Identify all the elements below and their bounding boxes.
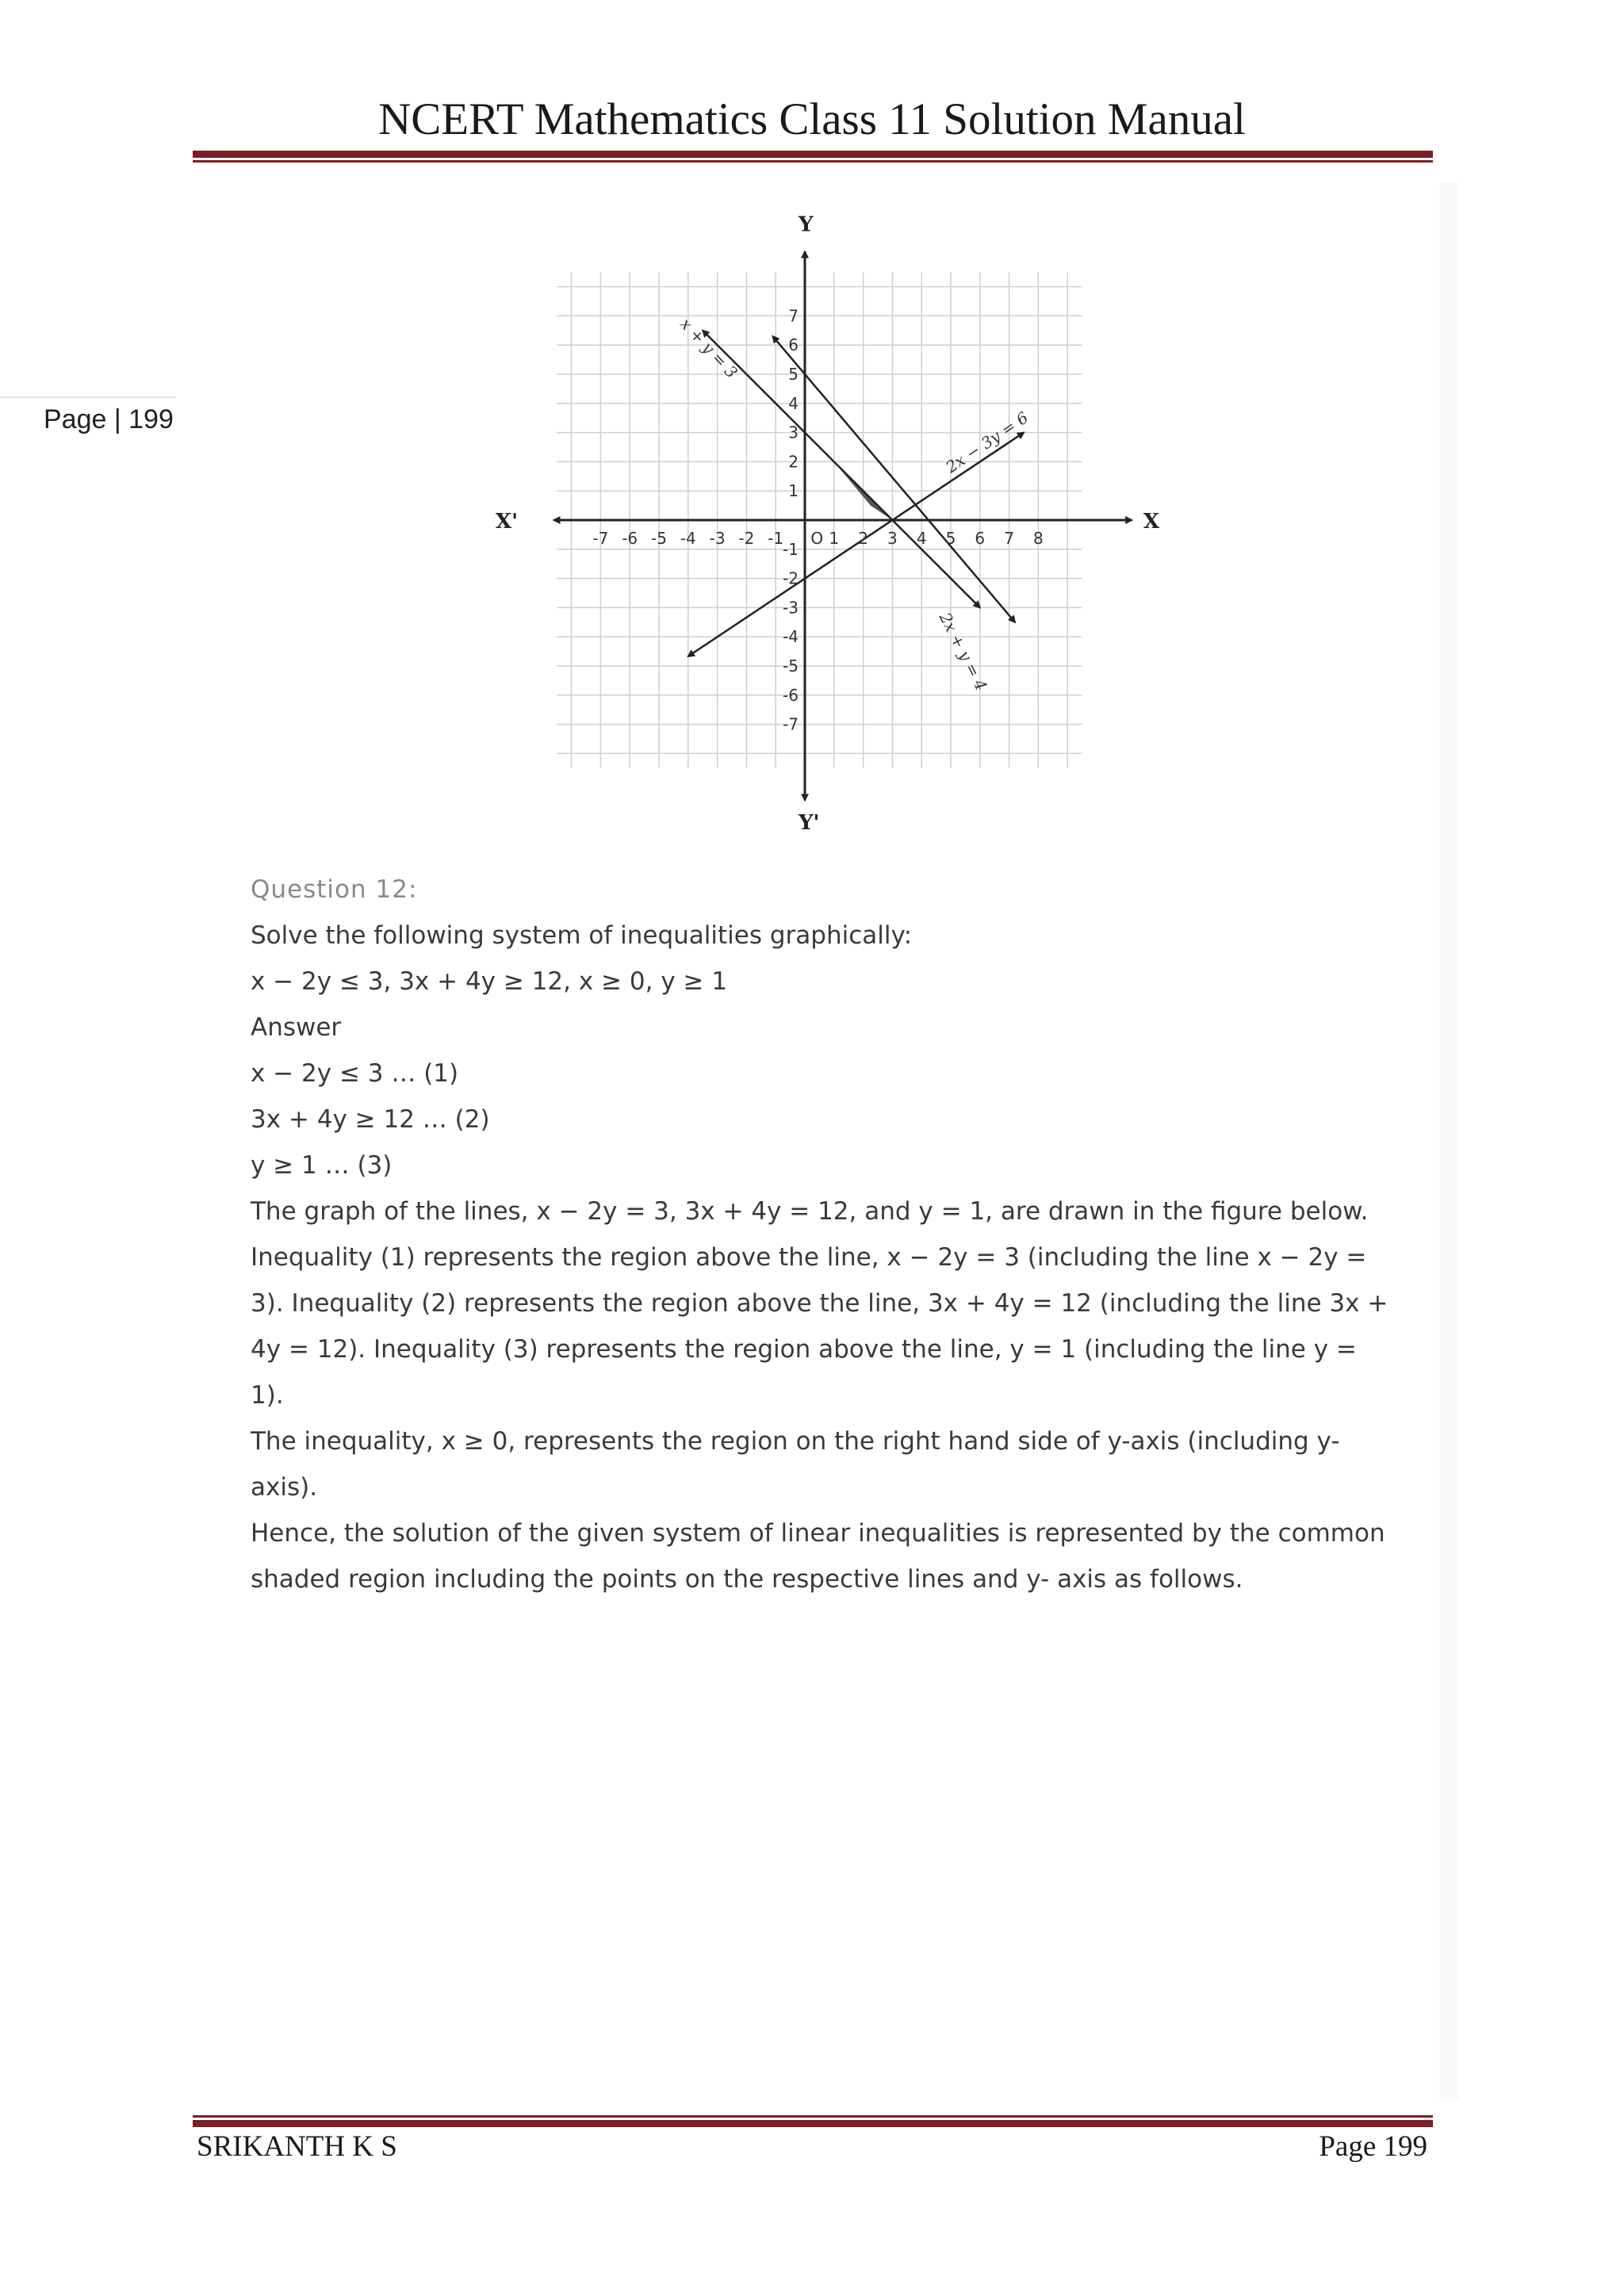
x-tick-label: -7 bbox=[592, 529, 609, 548]
line-x-plus-y-3 bbox=[703, 331, 980, 608]
footer-page-number: Page 199 bbox=[1319, 2130, 1427, 2163]
x-tick-label: -5 bbox=[651, 529, 667, 548]
question-prompt: Solve the following system of inequalities graphically: bbox=[251, 921, 913, 950]
footer-rule-thin bbox=[193, 2115, 1433, 2118]
x-tick-label: -2 bbox=[738, 529, 755, 548]
x-tick-label: 5 bbox=[945, 529, 956, 548]
x-tick-label: -3 bbox=[709, 529, 726, 548]
y-tick-label: -1 bbox=[783, 539, 799, 559]
header-rule-thick bbox=[193, 151, 1433, 158]
y-tick-label: 5 bbox=[788, 365, 799, 384]
x-tick-label: 3 bbox=[887, 529, 898, 548]
inequality-graph bbox=[495, 212, 1160, 836]
y-tick-label: -2 bbox=[783, 568, 799, 588]
y-tick-label: -7 bbox=[783, 714, 799, 734]
header-rule-thin bbox=[193, 160, 1433, 163]
page-tab: Page | 199 bbox=[44, 404, 174, 434]
page-tab-divider bbox=[0, 396, 176, 398]
paragraph-3: The inequality, x ≥ 0, represents the region on the right hand side of y-axis (including y-axis). bbox=[251, 1427, 1340, 1502]
footer-rule-thick bbox=[193, 2120, 1433, 2127]
graph-axes bbox=[554, 251, 1132, 800]
line-label-x-plus-y: x + y = 3 bbox=[676, 314, 741, 382]
y-tick-label: -4 bbox=[783, 627, 799, 647]
line-label-2x-plus-y: 2x + y = 4 bbox=[935, 609, 991, 695]
question-title: Question 12: bbox=[251, 875, 418, 904]
x-axis-label: X bbox=[1143, 510, 1160, 534]
x-tick-label: 1 bbox=[829, 529, 840, 548]
x-tick-label: 6 bbox=[975, 529, 986, 548]
y-tick-label: -6 bbox=[783, 685, 799, 705]
equation-3: y ≥ 1 … (3) bbox=[251, 1151, 393, 1180]
y-tick-label: 1 bbox=[788, 481, 799, 501]
x-tick-label: -1 bbox=[768, 529, 784, 548]
paragraph-2: Inequality (1) represents the region above the line, x − 2y = 3 (including the line x − 2y = 3). Inequality (2) represents the region above the line, 3x + 4y = 12 (including the line 3x + 4y = 12). Inequality (3) represents the region above the line, y = 1 (including the line y = 1). bbox=[251, 1243, 1388, 1410]
equation-1: x − 2y ≤ 3 … (1) bbox=[251, 1059, 459, 1088]
y-tick-label: 2 bbox=[788, 452, 799, 472]
y-tick-label: 6 bbox=[788, 335, 799, 355]
y-neg-axis-label: Y' bbox=[799, 811, 820, 836]
line-label-2x-minus-3y: 2x − 3y = 6 bbox=[942, 408, 1032, 477]
paragraph-4: Hence, the solution of the given system of linear inequalities is represented by the common shaded region including the points on the respective lines and y- axis as follows. bbox=[251, 1519, 1385, 1594]
x-tick-label: -4 bbox=[680, 529, 696, 548]
x-tick-label: 8 bbox=[1033, 529, 1044, 548]
equation-2: 3x + 4y ≥ 12 … (2) bbox=[251, 1105, 490, 1134]
paragraph-1: The graph of the lines, x − 2y = 3, 3x + 4y = 12, and y = 1, are drawn in the figure below. bbox=[251, 1197, 1369, 1226]
y-axis-label: Y bbox=[799, 212, 814, 237]
page-edge-shade bbox=[1439, 182, 1459, 2101]
x-tick-label: 4 bbox=[916, 529, 927, 548]
x-tick-label: 2 bbox=[858, 529, 868, 548]
y-tick-label: 4 bbox=[788, 393, 799, 413]
origin-label: O bbox=[810, 529, 824, 548]
x-neg-axis-label: X' bbox=[495, 510, 519, 534]
question-block bbox=[251, 867, 1392, 1602]
y-tick-label: -3 bbox=[783, 598, 799, 618]
x-tick-label: -6 bbox=[622, 529, 638, 548]
y-tick-label: -5 bbox=[783, 656, 799, 675]
question-system: x − 2y ≤ 3, 3x + 4y ≥ 12, x ≥ 0, y ≥ 1 bbox=[251, 967, 728, 996]
answer-label: Answer bbox=[251, 1013, 342, 1042]
y-tick-label: 7 bbox=[788, 306, 799, 326]
line-2x-plus-y-4 bbox=[773, 336, 1015, 622]
x-tick-label: 7 bbox=[1004, 529, 1014, 548]
header-title: NCERT Mathematics Class 11 Solution Manual bbox=[378, 94, 1246, 144]
y-tick-label: 3 bbox=[788, 423, 799, 442]
footer-author: SRIKANTH K S bbox=[197, 2130, 397, 2163]
